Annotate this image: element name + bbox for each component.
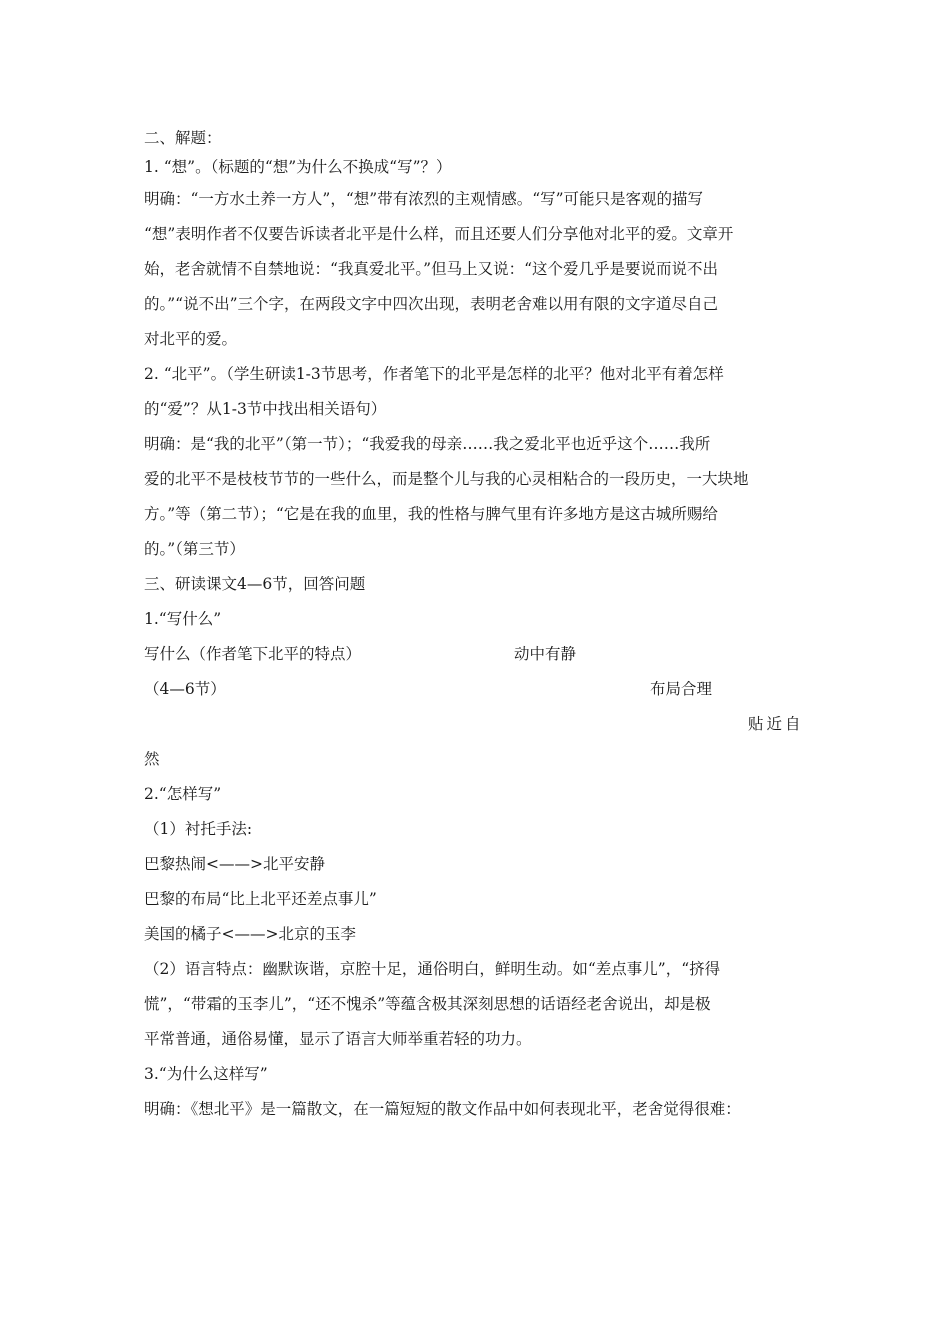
outline-point: 布局合理 [650,680,713,698]
outline-row [144,637,808,672]
outline-label: 写什么（作者笔下北平的特点） [144,645,362,663]
section-heading: 三、研读课文4—6节，回答问题 [144,575,366,593]
paragraph-line: “想”表明作者不仅要告诉读者北平是什么样，而且还要人们分享他对北平的爱。文章开 [144,225,734,243]
paragraph-line: 爱的北平不是枝枝节节的一些什么，而是整个儿与我的心灵相粘合的一段历史，一大块地 [144,470,749,488]
paragraph-line: （2）语言特点：幽默诙谐，京腔十足，通俗明白，鲜明生动。如“差点事儿”，“挤得 [144,960,721,978]
section-heading: 二、解题： [144,129,222,147]
sub-heading: 2.“怎样写” [144,785,222,803]
outline-point: 动中有静 [514,645,577,663]
paragraph-line: 的。”（第三节） [144,540,245,558]
paragraph-line: 明确：是“我的北平”（第一节）；“我爱我的母亲……我之爱北平也近乎这个……我所 [144,435,711,453]
paragraph-line: 慌”，“带霜的玉李儿”，“还不愧杀”等蕴含极其深刻思想的话语经老舍说出，却是极 [144,995,711,1013]
paragraph-line: 对北平的爱。 [144,330,238,348]
document-body [144,124,808,1127]
outline-point: 贴近自 [748,715,804,733]
paragraph-line: 方。”等（第二节）；“它是在我的血里，我的性格与脾气里有许多地方是这古城所赐给 [144,505,718,523]
paragraph-line: 美国的橘子<——>北京的玉李 [144,925,356,943]
paragraph-line: 始，老舍就情不自禁地说：“我真爱北平。”但马上又说：“这个爱几乎是要说而说不出 [144,260,719,278]
paragraph-line: 的。”“说不出”三个字，在两段文字中四次出现，表明老舍难以用有限的文字道尽自己 [144,295,719,313]
paragraph-line: 巴黎的布局“比上北平还差点事儿” [144,890,377,908]
outline-label: （4—6节） [144,680,226,698]
paragraph-line: 明确：《想北平》是一篇散文，在一篇短短的散文作品中如何表现北平，老舍觉得很难： [144,1100,741,1118]
question-heading: 2. “北平”。（学生研读1-3节思考，作者笔下的北平是怎样的北平？他对北平有着怎样 [144,365,724,383]
question-heading: 1. “想”。（标题的“想”为什么不换成“写”？） [144,158,452,176]
outline-row [144,672,808,707]
sub-heading: 3.“为什么这样写” [144,1065,268,1083]
paragraph-line: 的“爱”？从1-3节中找出相关语句） [144,400,387,418]
sub-heading: 1.“写什么” [144,610,222,628]
paragraph-line: （1）衬托手法: [144,820,253,838]
paragraph-line: 明确：“一方水土养一方人”，“想”带有浓烈的主观情感。“写”可能只是客观的描写 [144,190,704,208]
paragraph-line: 巴黎热闹<——>北平安静 [144,855,325,873]
outline-continuation: 然 [144,750,160,768]
paragraph-line: 平常普通，通俗易懂，显示了语言大师举重若轻的功力。 [144,1030,532,1048]
outline-row [144,707,808,742]
